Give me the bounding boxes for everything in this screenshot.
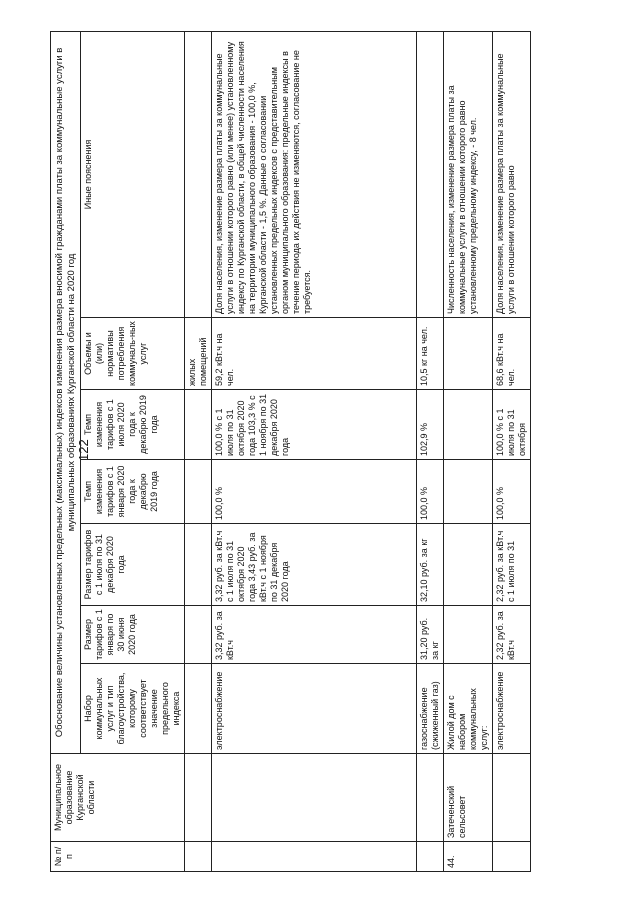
cell-volumes: 59,2 кВт.ч на чел. bbox=[211, 318, 416, 390]
cell-notes: Доля населения, изменение размера платы за коммунальные услуги в отношении которого равно (или менее) установленному индексу по Курганской области, в общей численности населения на территории муниципального образования - 100,0 %, Курганской области - 1,5 %. Данные о согласовании установленных предельных индексов с представительным органом муниципального образования: предельные индексы в течение периода их действия не изменяются, согласование не требуется. bbox=[211, 31, 416, 317]
rotated-page bbox=[50, 32, 570, 872]
cell-service: газоснабжение (сжиженный газ) bbox=[416, 664, 443, 754]
cell-municipality bbox=[184, 754, 211, 842]
header-num: № п/п bbox=[51, 842, 185, 872]
cell-tariff-first-half: 2,32 руб. за кВт.ч bbox=[492, 606, 530, 664]
cell-growth-jul bbox=[443, 390, 492, 460]
header-services: Набор коммунальных услуг и тип благоустройства, которому соответствует значение предельного индекса bbox=[81, 664, 185, 754]
cell-volumes: жилых помещений bbox=[184, 318, 211, 390]
cell-num bbox=[492, 842, 530, 872]
cell-growth-jul: 100,0 % с 1 июля по 31 октября bbox=[492, 390, 530, 460]
cell-notes bbox=[416, 31, 443, 317]
cell-notes: Численность населения, изменение размера платы за коммунальные услуги в отношении которого равно установленному предельному индексу, - 8 чел. bbox=[443, 31, 492, 317]
cell-tariff-second-half: 32,10 руб. за кг bbox=[416, 524, 443, 606]
cell-num bbox=[416, 842, 443, 872]
cell-tariff-first-half: 3,32 руб. за кВт.ч bbox=[211, 606, 416, 664]
table-title: Обоснование величины установленных предельных (максимальных) индексов изменения размера вносимой гражданами платы за коммунальные услуги в муниципальных образованиях Курганской области на 2020 год bbox=[51, 31, 81, 753]
cell-service: электроснабжение bbox=[492, 664, 530, 754]
cell-growth-jan: 100,0 % bbox=[211, 460, 416, 524]
cell-municipality bbox=[492, 754, 530, 842]
table-row bbox=[211, 31, 416, 871]
cell-tariff-first-half bbox=[184, 606, 211, 664]
header-growth-jul: Темп изменения тарифов с 1 июля 2020 года к декабрю 2019 года bbox=[81, 390, 185, 460]
cell-service: Жилой дом с набором коммунальных услуг: bbox=[443, 664, 492, 754]
page-number: 122 bbox=[76, 439, 91, 461]
header-tariff-second-half: Размер тарифов с 1 июля по 31 декабря 2020 года bbox=[81, 524, 185, 606]
cell-service bbox=[184, 664, 211, 754]
cell-num bbox=[211, 842, 416, 872]
cell-municipality bbox=[416, 754, 443, 842]
table-subheader-row bbox=[81, 31, 185, 871]
cell-tariff-first-half: 31,20 руб. за кг bbox=[416, 606, 443, 664]
cell-municipality: Затеченский сельсовет bbox=[443, 754, 492, 842]
table-row bbox=[184, 31, 211, 871]
header-tariff-first-half: Размер тарифов с 1 января по 30 июня 2020 года bbox=[81, 606, 185, 664]
cell-tariff-second-half: 2,32 руб. за кВт.ч с 1 июля по 31 bbox=[492, 524, 530, 606]
cell-growth-jan: 100,0 % bbox=[416, 460, 443, 524]
header-notes: Иные пояснения bbox=[81, 31, 185, 317]
cell-municipality bbox=[211, 754, 416, 842]
cell-volumes: 10,5 кг на чел. bbox=[416, 318, 443, 390]
table-row bbox=[492, 31, 530, 871]
cell-growth-jul: 100,0 % с 1 июля по 31 октября 2020 года 103,3 % с 1 ноября по 31 декабря 2020 года bbox=[211, 390, 416, 460]
cell-volumes: 68,6 кВт.ч на чел. bbox=[492, 318, 530, 390]
cell-notes: Доля населения, изменение размера платы за коммунальные услуги в отношении которого равно bbox=[492, 31, 530, 317]
cell-num bbox=[184, 842, 211, 872]
header-volumes: Объемы и (или) нормативы потребления коммуналь-ных услуг bbox=[81, 318, 185, 390]
cell-growth-jan: 100,0 % bbox=[492, 460, 530, 524]
cell-notes bbox=[184, 31, 211, 317]
cell-volumes bbox=[443, 318, 492, 390]
cell-growth-jan bbox=[443, 460, 492, 524]
header-municipality: Муниципальное образование Курганской области bbox=[51, 754, 185, 842]
cell-growth-jul bbox=[184, 390, 211, 460]
cell-growth-jan bbox=[184, 460, 211, 524]
cell-service: электроснабжение bbox=[211, 664, 416, 754]
cell-num: 44. bbox=[443, 842, 492, 872]
cell-growth-jul: 102,9 % bbox=[416, 390, 443, 460]
table-header-row bbox=[51, 31, 81, 871]
cell-tariff-second-half bbox=[443, 524, 492, 606]
table-row bbox=[416, 31, 443, 871]
cell-tariff-second-half: 3,32 руб. за кВт.ч с 1 июля по 31 октября 2020 года 3,43 руб. за кВт.ч с 1 ноября по 31 декабря 2020 года bbox=[211, 524, 416, 606]
cell-tariff-first-half bbox=[443, 606, 492, 664]
tariff-table bbox=[50, 31, 531, 872]
cell-tariff-second-half bbox=[184, 524, 211, 606]
header-growth-jan: Темп изменения тарифов с 1 января 2020 года к декабрю 2019 года bbox=[81, 460, 185, 524]
table-row bbox=[443, 31, 492, 871]
